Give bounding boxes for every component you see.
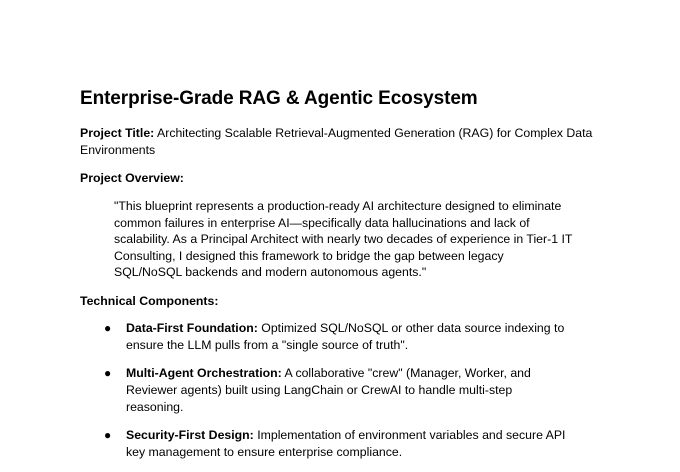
project-title-line (80, 125, 600, 158)
list-item (80, 365, 566, 416)
component-name: Multi-Agent Orchestration: (126, 365, 282, 380)
document-title: Enterprise-Grade RAG & Agentic Ecosystem (80, 88, 478, 109)
list-item (80, 427, 566, 461)
component-name: Security-First Design: (126, 427, 254, 442)
component-name: Data-First Foundation: (126, 320, 258, 335)
components-list (80, 320, 600, 461)
component-text: Implementation of environment variables and secure API key management to ensure enterprise compliance. (126, 427, 566, 459)
bullet-icon: ● (104, 365, 112, 380)
overview-heading: Project Overview: (80, 171, 184, 185)
project-title-label: Project Title: (80, 126, 155, 140)
document-page (80, 88, 600, 472)
list-item (80, 320, 566, 354)
bullet-icon: ● (104, 320, 112, 335)
project-title-value: Architecting Scalable Retrieval-Augmented Generation (RAG) for Complex Data Environments (80, 126, 593, 157)
bullet-icon: ● (104, 427, 112, 442)
overview-quote: "This blueprint represents a production-ready AI architecture designed to eliminate common failures in enterprise AI—specifically data hallucinations and lack of scalability. As a Principal Architect with nearly two decades of experience in Tier-1 IT Consulting, I designed this framework to bridge the gap between legacy SQL/NoSQL backends and modern autonomous agents." (114, 199, 573, 279)
component-text: A collaborative "crew" (Manager, Worker, and Reviewer agents) built using LangChain or CrewAI to handle multi-step reasoning. (126, 365, 531, 414)
component-text: Optimized SQL/NoSQL or other data source indexing to ensure the LLM pulls from a "single source of truth". (126, 320, 565, 352)
components-heading: Technical Components: (80, 293, 219, 308)
